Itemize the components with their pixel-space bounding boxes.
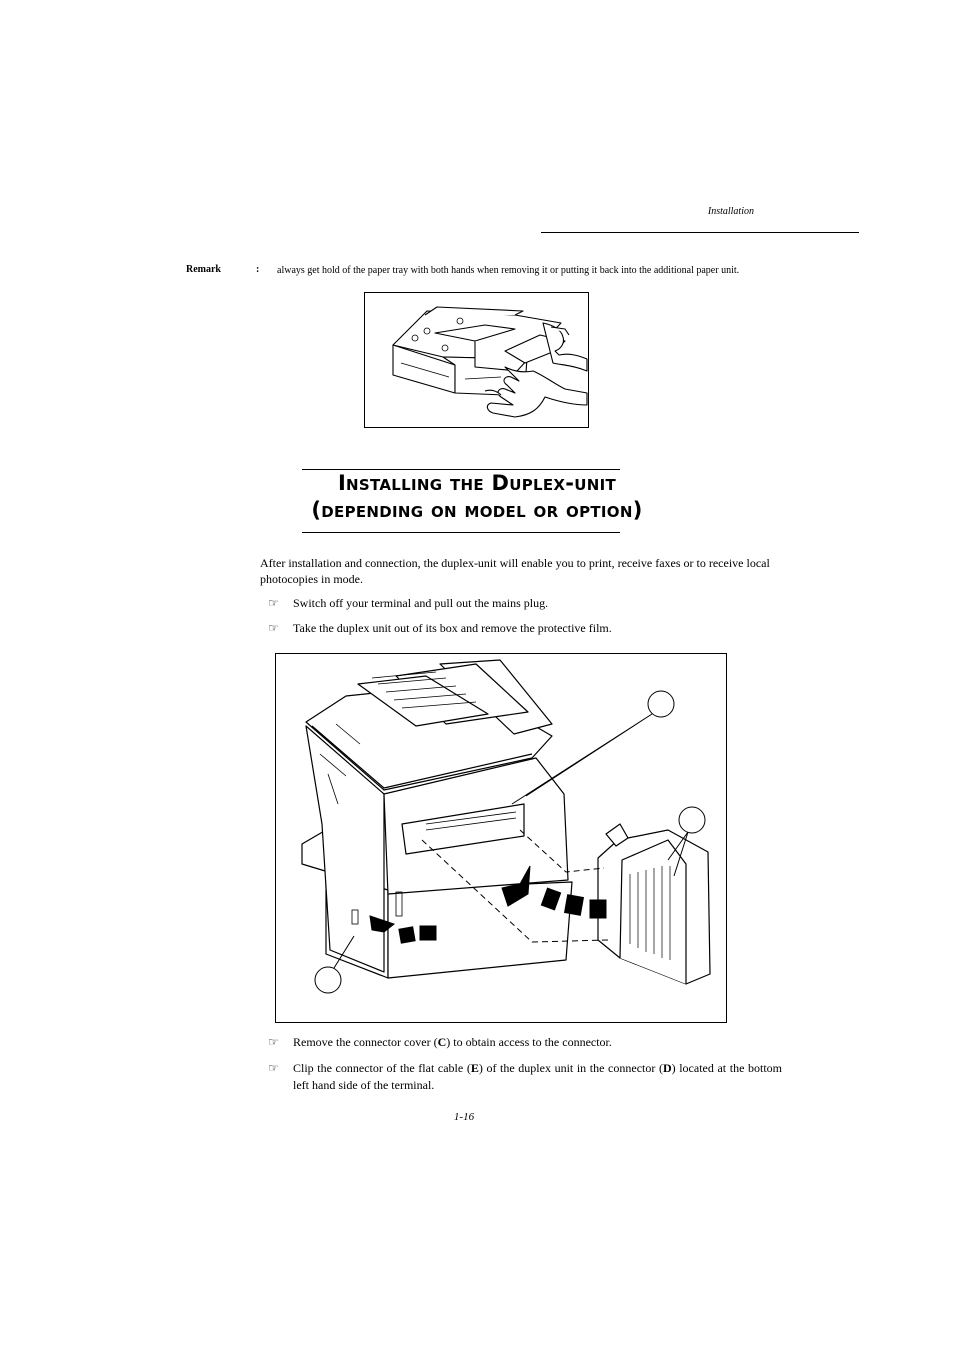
paper-tray-illustration xyxy=(364,292,589,428)
section-title-line1: Installing the Duplex-unit xyxy=(337,471,617,495)
step-text: Switch off your terminal and pull out the mains plug. xyxy=(293,596,549,610)
step-text: Clip the connector of the flat cable (E) of the duplex unit in the connector (D) located at the bottom left hand side of the terminal. xyxy=(293,1061,783,1092)
header-rule xyxy=(541,232,859,233)
page-number: 1-16 xyxy=(453,1111,475,1123)
remark-colon: : xyxy=(256,264,260,275)
step-text: Remove the connector cover (C) to obtain access to the connector. xyxy=(293,1035,612,1049)
running-header: Installation xyxy=(707,206,754,217)
duplex-unit-illustration xyxy=(275,653,727,1023)
intro-paragraph: After installation and connection, the duplex-unit will enable you to print, receive faxes or to receive local photocopies in mode. xyxy=(260,556,770,586)
remark-text: always get hold of the paper tray with both hands when removing it or putting it back into the additional paper unit. xyxy=(277,265,740,276)
pointing-hand-icon: ☞ xyxy=(268,1061,279,1075)
section-title xyxy=(240,470,714,524)
pointing-hand-icon: ☞ xyxy=(268,621,279,635)
title-rule-bottom xyxy=(302,532,620,533)
section-title-line2: (depending on model or option) xyxy=(311,498,643,522)
pointing-hand-icon: ☞ xyxy=(268,596,279,610)
remark-label: Remark xyxy=(186,264,221,275)
step-text: Take the duplex unit out of its box and remove the protective film. xyxy=(293,621,612,635)
pointing-hand-icon: ☞ xyxy=(268,1035,279,1049)
